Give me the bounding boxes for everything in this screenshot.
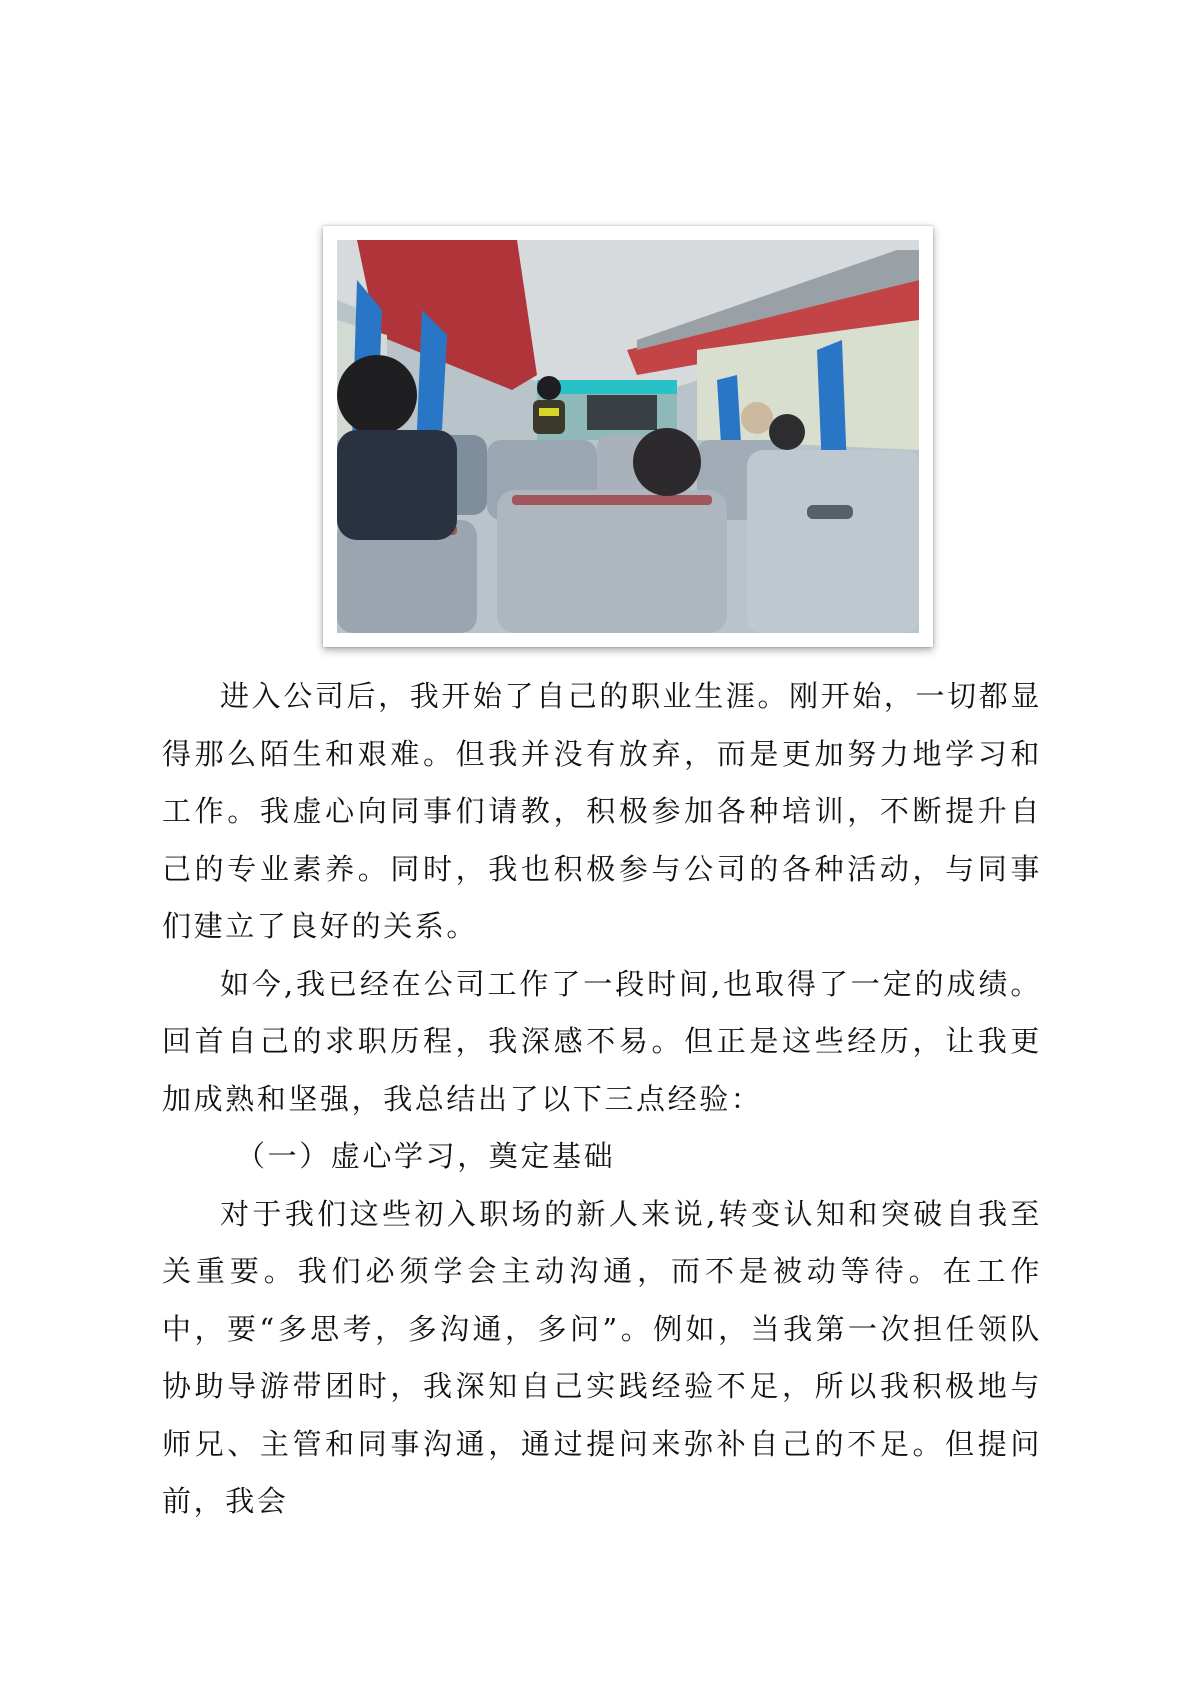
paragraph-1: 进入公司后，我开始了自己的职业生涯。刚开始，一切都显得那么陌生和艰难。但我并没有放弃，而是更加努力地学习和工作。我虚心向同事们请教，积极参加各种培训，不断提升自己的专业素养。同时，我也积极参与公司的各种活动，与同事们建立了良好的关系。 [162, 679, 1042, 943]
photo-frame [323, 226, 933, 647]
section-heading: （一）虚心学习，奠定基础 [236, 1139, 616, 1173]
bus-interior-photo [337, 240, 919, 633]
paragraph-2: 如今,我已经在公司工作了一段时间,也取得了一定的成绩。回首自己的求职历程，我深感不易。但正是这些经历，让我更加成熟和坚强，我总结出了以下三点经验： [162, 966, 1042, 1116]
paragraph-3: 对于我们这些初入职场的新人来说,转变认知和突破自我至关重要。我们必须学会主动沟通，而不是被动等待。在工作中，要“多思考，多沟通，多问”。例如，当我第一次担任领队协助导游带团时，我深知自己实践经验不足，所以我积极地与师兄、主管和同事沟通，通过提问来弥补自己的不足。但提问前，我会 [162, 1196, 1042, 1518]
body-text [162, 668, 1042, 1531]
